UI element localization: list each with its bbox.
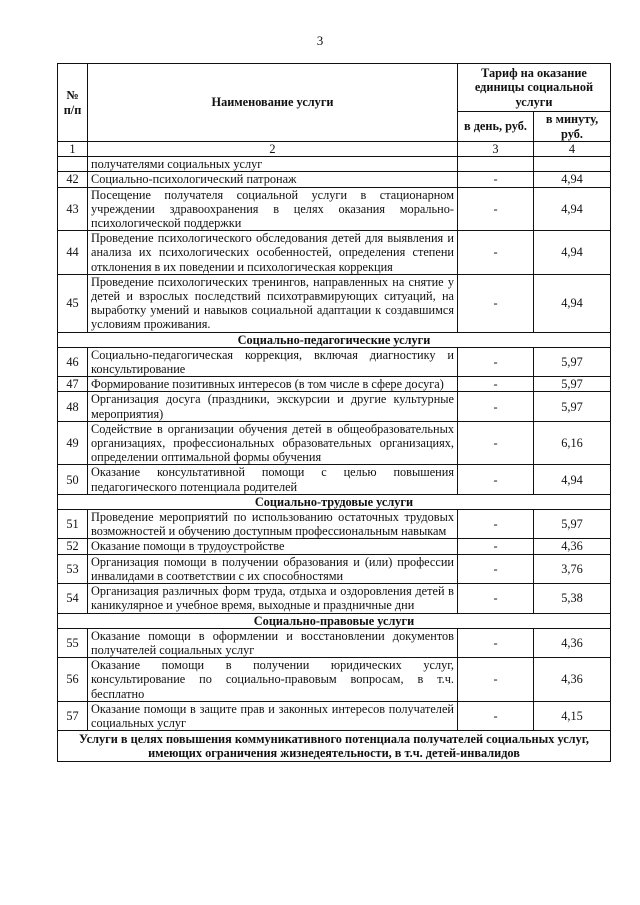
- tariff-per-minute: 4,36: [534, 539, 611, 554]
- tariff-per-day: -: [458, 628, 534, 657]
- service-row: [58, 465, 611, 494]
- tariff-per-day: -: [458, 539, 534, 554]
- header-tariff: Тариф на оказание единицы социальной услуги: [458, 64, 611, 112]
- tariff-per-day: -: [458, 584, 534, 613]
- service-name: Организация различных форм труда, отдыха и оздоровления детей в каникулярное и учебное время, выходные и праздничные дни: [88, 584, 458, 613]
- tariff-per-day: -: [458, 172, 534, 187]
- service-name: Организация досуга (праздники, экскурсии и другие культурные мероприятия): [88, 392, 458, 421]
- service-number: 44: [58, 231, 88, 275]
- service-name: Социально-педагогическая коррекция, включая диагностику и консультирование: [88, 347, 458, 376]
- tariff-per-day: -: [458, 392, 534, 421]
- service-number: 42: [58, 172, 88, 187]
- service-row: [58, 539, 611, 554]
- tariff-per-day: -: [458, 554, 534, 583]
- tariff-per-minute: 5,97: [534, 510, 611, 539]
- header-num: № п/п: [58, 64, 88, 142]
- service-number: 56: [58, 658, 88, 702]
- service-row: [58, 554, 611, 583]
- service-name: Оказание помощи в оформлении и восстановлении документов получателей социальных услуг: [88, 628, 458, 657]
- service-name: Проведение психологических тренингов, направленных на снятие у детей и взрослых последствий психотравмирующих ситуаций, на выработку умений и навыков социальной адаптации к создавшимся условиям проживания.: [88, 274, 458, 332]
- service-number: 43: [58, 187, 88, 231]
- service-name: Проведение мероприятий по использованию остаточных трудовых возможностей и обучению доступным профессиональным навыкам: [88, 510, 458, 539]
- section-communicative: Услуги в целях повышения коммуникативного потенциала получателей социальных услуг, имеющих ограничения жизнедеятельности, в т.ч. детей-инвалидов: [58, 731, 611, 762]
- tariff-per-day: -: [458, 658, 534, 702]
- pedagogical-rows: [58, 347, 611, 494]
- service-row: [58, 510, 611, 539]
- tariff-per-minute: 4,94: [534, 187, 611, 231]
- page-number: 3: [316, 33, 324, 48]
- header-per-minute: в минуту, руб.: [534, 112, 611, 142]
- service-number: 52: [58, 539, 88, 554]
- tariff-per-minute: 3,76: [534, 554, 611, 583]
- service-number: 45: [58, 274, 88, 332]
- section-pedagogical: Социально-педагогические услуги: [58, 332, 611, 347]
- tariff-per-day: -: [458, 377, 534, 392]
- continuation-row: [58, 157, 611, 172]
- header-service-name: Наименование услуги: [88, 64, 458, 142]
- tariff-per-minute: 5,97: [534, 347, 611, 376]
- tariff-per-minute: 6,16: [534, 421, 611, 465]
- header-per-day: в день, руб.: [458, 112, 534, 142]
- service-row: [58, 231, 611, 275]
- service-number: 53: [58, 554, 88, 583]
- section-labor: Социально-трудовые услуги: [58, 494, 611, 509]
- column-number: 1: [58, 142, 88, 157]
- service-row: [58, 421, 611, 465]
- service-number: 48: [58, 392, 88, 421]
- tariff-per-day: -: [458, 421, 534, 465]
- service-name: Организация помощи в получении образования и (или) профессии инвалидами в соответствии с их способностями: [88, 554, 458, 583]
- column-numbers-row: [58, 142, 611, 157]
- service-name: Оказание помощи в защите прав и законных интересов получателей социальных услуг: [88, 701, 458, 730]
- service-number: 46: [58, 347, 88, 376]
- service-row: [58, 628, 611, 657]
- section-row: [58, 332, 611, 347]
- service-number: 55: [58, 628, 88, 657]
- service-number: 49: [58, 421, 88, 465]
- legal-rows: [58, 628, 611, 730]
- tariff-per-day: -: [458, 465, 534, 494]
- tariff-per-minute: 4,94: [534, 274, 611, 332]
- column-number: 4: [534, 142, 611, 157]
- tariff-per-minute: 4,94: [534, 465, 611, 494]
- service-row: [58, 187, 611, 231]
- tariff-per-day: -: [458, 187, 534, 231]
- psych-rows: [58, 172, 611, 332]
- tariff-per-minute: 4,94: [534, 172, 611, 187]
- service-name: Социально-психологический патронаж: [88, 172, 458, 187]
- section-row: [58, 494, 611, 509]
- service-number: 47: [58, 377, 88, 392]
- tariff-per-minute: 5,97: [534, 377, 611, 392]
- service-name: Проведение психологического обследования детей для выявления и анализа их психологических особенностей, определения степени отклонения в их поведении и психологическая коррекция: [88, 231, 458, 275]
- service-number: 50: [58, 465, 88, 494]
- service-name: Оказание помощи в получении юридических услуг, консультирование по социально-правовым вопросам, в т.ч. бесплатно: [88, 658, 458, 702]
- service-row: [58, 392, 611, 421]
- column-number: 2: [88, 142, 458, 157]
- service-row: [58, 172, 611, 187]
- tariff-per-day: -: [458, 231, 534, 275]
- tariff-per-day: -: [458, 274, 534, 332]
- service-row: [58, 347, 611, 376]
- tariff-table: [57, 63, 611, 762]
- service-name: Оказание помощи в трудоустройстве: [88, 539, 458, 554]
- service-number: 51: [58, 510, 88, 539]
- service-row: [58, 377, 611, 392]
- service-row: [58, 658, 611, 702]
- service-name: Формирование позитивных интересов (в том числе в сфере досуга): [88, 377, 458, 392]
- service-row: [58, 584, 611, 613]
- service-name: Содействие в организации обучения детей в общеобразовательных организациях, профессиональных образовательных организациях, определении оптимальной формы обучения: [88, 421, 458, 465]
- service-number: 57: [58, 701, 88, 730]
- service-name: Оказание консультативной помощи с целью повышения педагогического потенциала родителей: [88, 465, 458, 494]
- service-name: Посещение получателя социальной услуги в стационарном учреждении здравоохранения в целях оказания морально-психологической поддержки: [88, 187, 458, 231]
- tariff-per-minute: 4,36: [534, 628, 611, 657]
- section-row: [58, 731, 611, 762]
- labor-rows: [58, 510, 611, 613]
- column-number: 3: [458, 142, 534, 157]
- tariff-per-day: -: [458, 510, 534, 539]
- continuation-text: получателями социальных услуг: [88, 157, 458, 172]
- service-number: 54: [58, 584, 88, 613]
- tariff-per-day: -: [458, 347, 534, 376]
- tariff-per-minute: 4,94: [534, 231, 611, 275]
- section-row: [58, 613, 611, 628]
- section-legal: Социально-правовые услуги: [58, 613, 611, 628]
- tariff-per-minute: 5,38: [534, 584, 611, 613]
- tariff-per-day: -: [458, 701, 534, 730]
- service-row: [58, 701, 611, 730]
- service-row: [58, 274, 611, 332]
- tariff-per-minute: 4,15: [534, 701, 611, 730]
- tariff-per-minute: 5,97: [534, 392, 611, 421]
- tariff-per-minute: 4,36: [534, 658, 611, 702]
